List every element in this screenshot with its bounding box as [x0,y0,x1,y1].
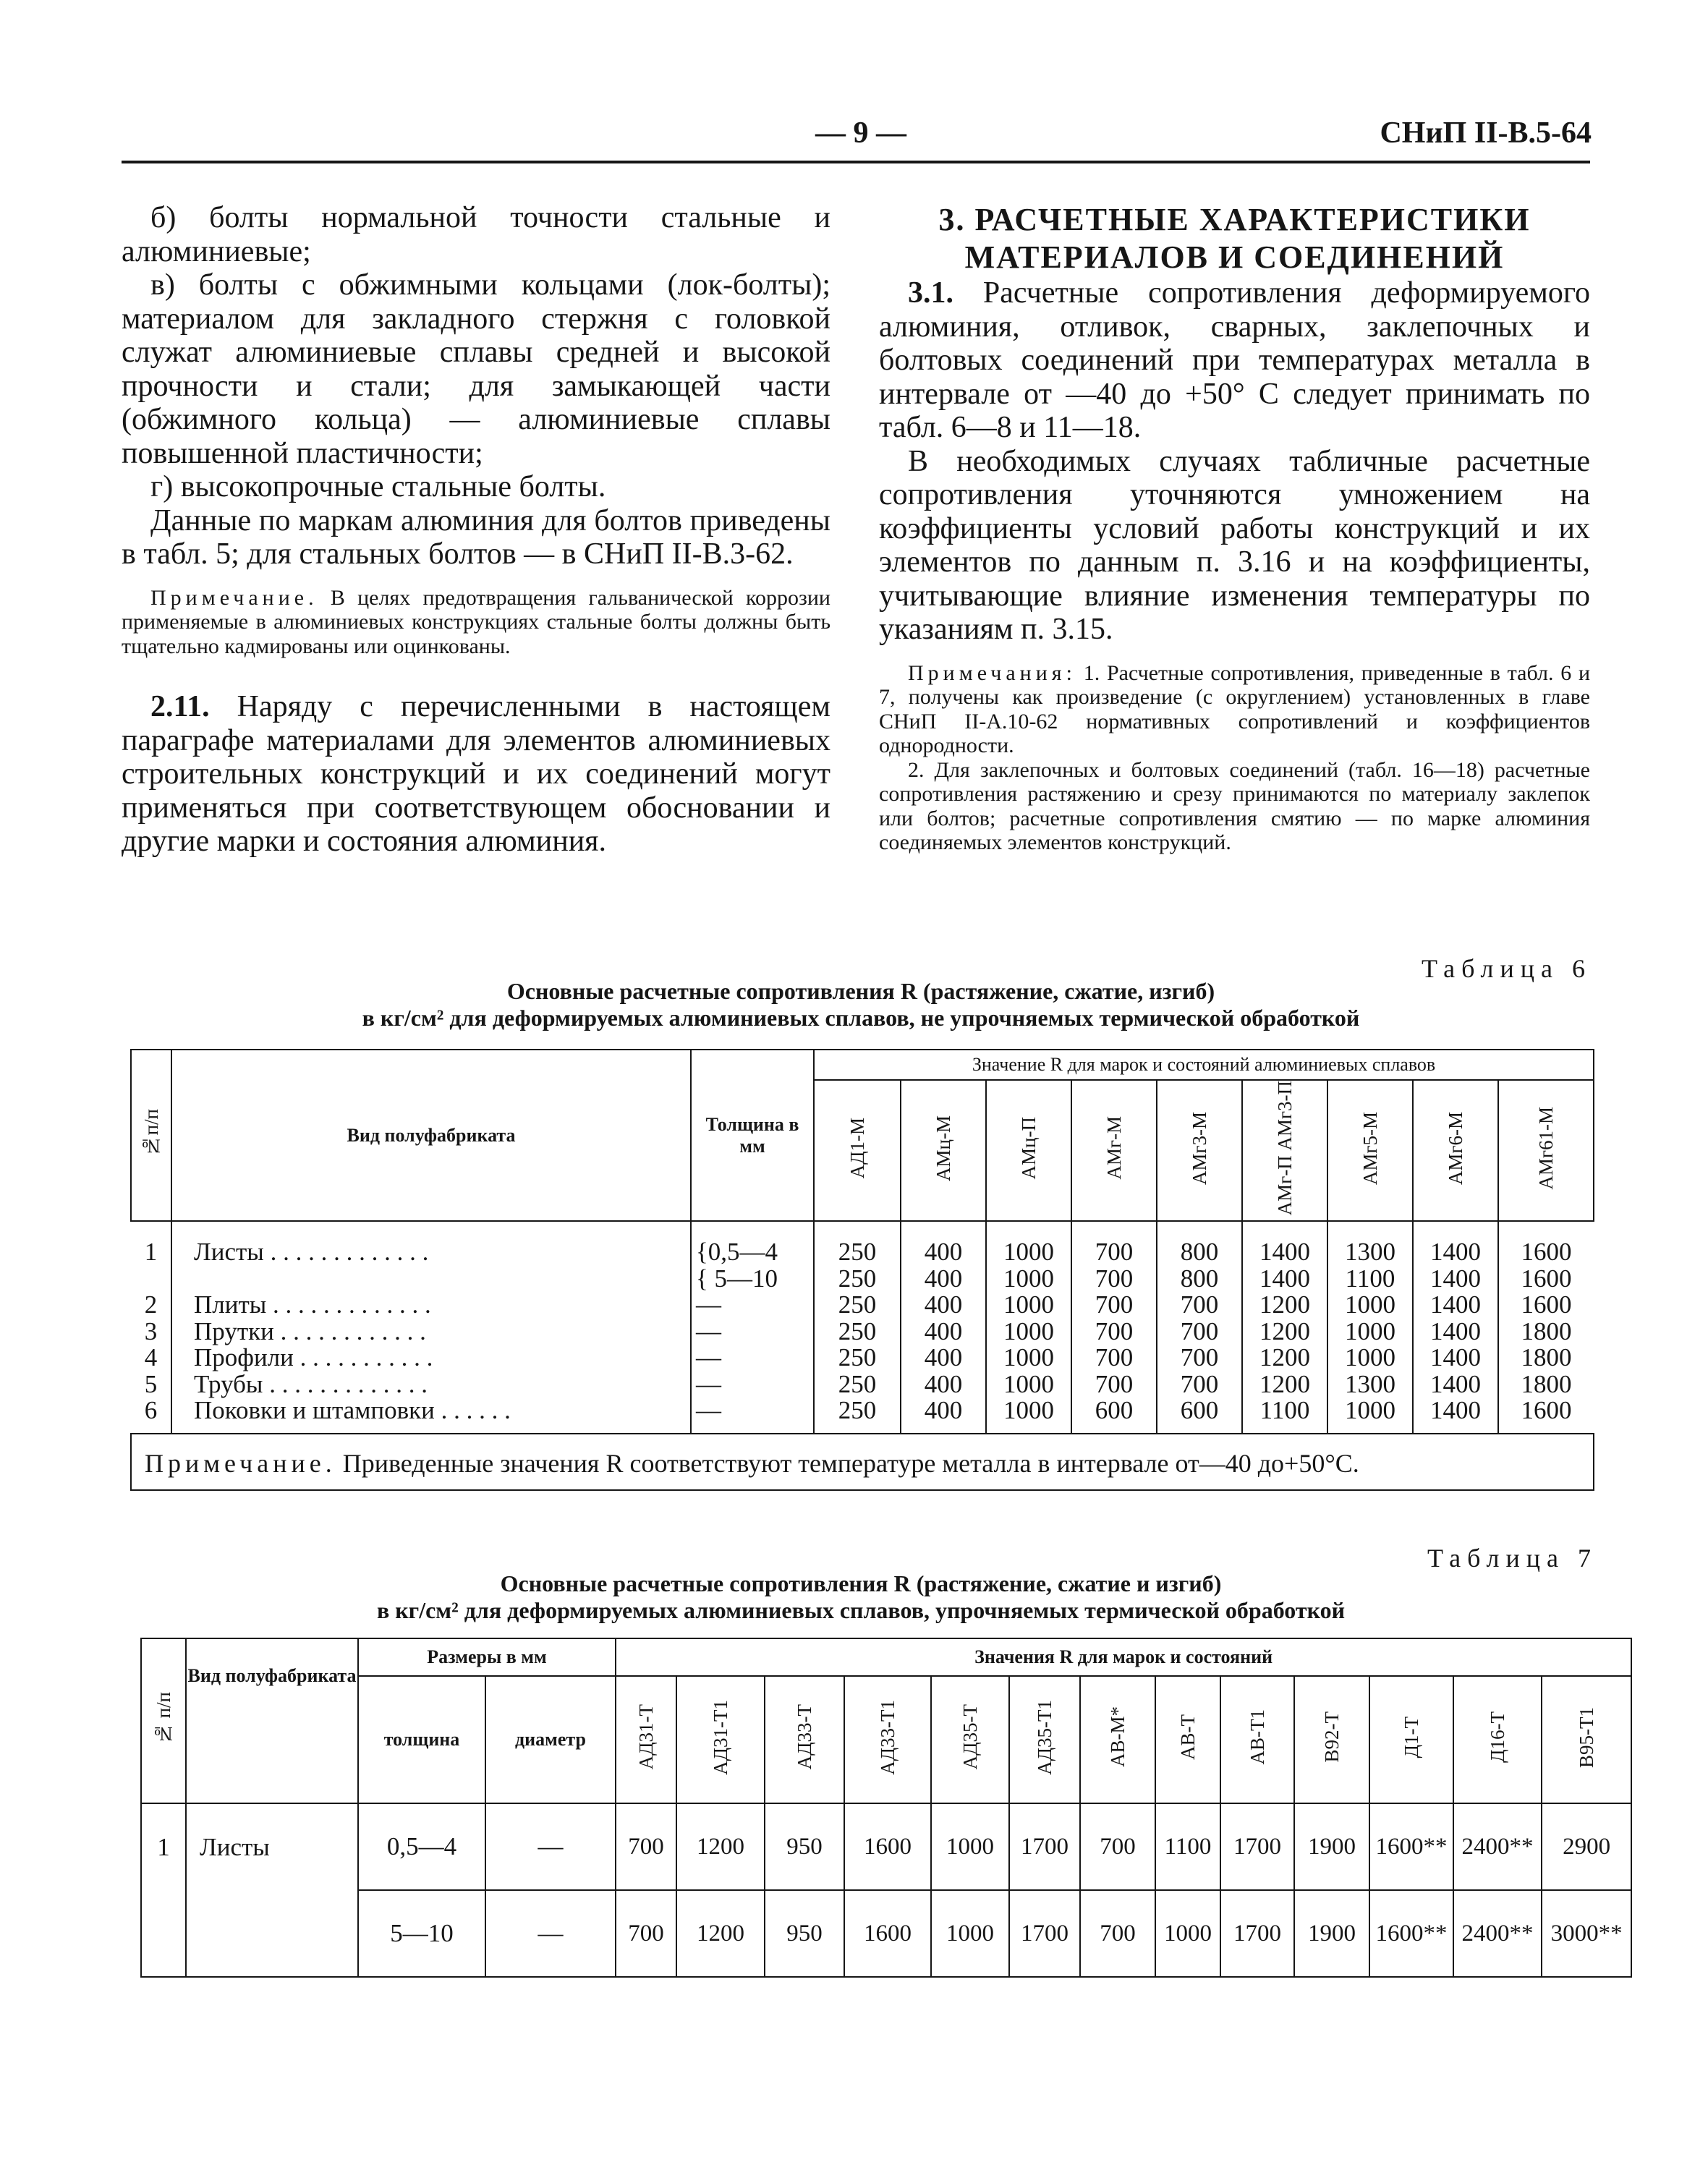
table7-grade-header: В92-Т [1294,1676,1369,1803]
row-value: 1000 [986,1266,1071,1293]
row-value: 1600 [844,1803,931,1890]
table7-grade-header: АД31-Т1 [676,1676,765,1803]
table6-header-group: Значение R для марок и состояний алюминиевых сплавов [814,1050,1594,1080]
table7-grade-header: Д16-Т [1453,1676,1542,1803]
row-value: 1000 [986,1398,1071,1434]
row-value: 950 [765,1803,844,1890]
row-value: 2400** [1453,1890,1542,1977]
table6-grade-header: АМг5-М [1327,1080,1413,1221]
table7-header-kind: Вид полуфабриката [186,1638,358,1803]
paragraph-3-1-text: Расчетные сопротивления деформируемого алюминия, отливок, сварных, заклепочных и болтовых соединений при температурах металла в интервале от —40 до +50° С следует принимать по табл. 6—8 и 11—18. [879,276,1590,444]
table7-header-diameter: диаметр [485,1676,616,1803]
row-product: Трубы . . . . . . . . . . . . . [194,1369,428,1398]
row-value: 1400 [1413,1292,1498,1319]
row-value: 600 [1071,1398,1157,1434]
row-value: 700 [1157,1292,1242,1319]
table6-header-kind: Вид полуфабриката [171,1050,691,1221]
row-value: 950 [765,1890,844,1977]
paragraph-2-11-text: Наряду с перечисленными в настоящем параграфе материалами для элементов алюминиевых строительных конструкций и их соединений могут применяться при соответствующем обосновании и другие марки и состояния алюминия. [122,690,830,858]
table7-label: Таблица 7 [1427,1544,1597,1573]
paragraph-3-1 [879,276,1590,445]
row-value: 400 [901,1266,986,1293]
right-note-1 [879,661,1590,758]
header-rule [122,161,1590,163]
row-thickness: — [691,1398,814,1434]
table6-header-thickness: Толщина в мм [691,1050,814,1221]
row-thickness: — [691,1319,814,1345]
table7-caption-1: Основные расчетные сопротивления R (растяжение, сжатие и изгиб) [500,1570,1222,1596]
row-value: 250 [814,1292,901,1319]
left-note-text: В целях предотвращения гальванической коррозии применяемые в алюминиевых конструкциях стальные болты должны быть тщательно кадмированы или оцинкованы. [122,585,830,658]
row-value: 1800 [1498,1319,1594,1345]
paragraph-g: г) высокопрочные стальные болты. [150,470,606,503]
row-value: 1800 [1498,1345,1594,1371]
row-value: 1400 [1413,1371,1498,1398]
row-value: 1000 [1155,1890,1220,1977]
table6-note-text: Приведенные значения R соответствуют температуре металла в интервале от—40 до+50°С. [342,1448,1359,1478]
row-value: 700 [1071,1221,1157,1266]
row-value: 800 [1157,1266,1242,1293]
row-value: 1200 [676,1890,765,1977]
row-value: 1000 [1327,1292,1413,1319]
row-value: 1400 [1413,1319,1498,1345]
row-thickness: — [691,1292,814,1319]
row-value: 250 [814,1221,901,1266]
row-value: 1200 [1242,1292,1327,1319]
table6-grade-header: АМг61-М [1498,1080,1594,1221]
row-value: 1100 [1155,1803,1220,1890]
row-value: 1600 [1498,1398,1594,1434]
left-note-label: Примечание. [150,585,318,610]
table6-grade-header: АМг-П АМг3-П [1242,1080,1327,1221]
row-value: 2900 [1542,1803,1631,1890]
table6-grade-header: АМц-М [901,1080,986,1221]
table-row [141,1803,1631,1890]
paragraph-3-1-number: 3.1. [908,276,953,310]
table-row [131,1345,1594,1371]
row-value: 1700 [1220,1803,1294,1890]
table7-header-thickness: толщина [358,1676,485,1803]
row-value: 400 [901,1398,986,1434]
row-value: 1600 [1498,1221,1594,1266]
row-number: 1 [131,1221,171,1266]
row-value: 250 [814,1345,901,1371]
row-value: 1700 [1220,1890,1294,1977]
table6-grade-header: АМг3-М [1157,1080,1242,1221]
row-value: 1000 [986,1292,1071,1319]
row-value: 1100 [1327,1266,1413,1293]
row-value: 700 [1080,1890,1155,1977]
row-value: 1600** [1369,1890,1453,1977]
row-value: 250 [814,1266,901,1293]
table7-header-number: № п/п [141,1638,186,1803]
table7-grade-header: АВ-Т1 [1220,1676,1294,1803]
row-value: 700 [1071,1371,1157,1398]
row-value: 1300 [1327,1371,1413,1398]
paragraph-b: б) болты нормальной точности стальные и алюминиевые; [122,201,830,268]
table6-header-number: №п/п [131,1050,171,1221]
right-note-1-text: 1. Расчетные сопротивления, приведенные в табл. 6 и 7, получены как произведение (с округлением) установленных в главе СНиП II-А.10-62 нормативных сопротивлений и коэффициентов однородности. [879,660,1591,757]
row-value: 700 [1071,1292,1157,1319]
row-thickness: — [691,1371,814,1398]
row-value: 1200 [676,1803,765,1890]
table7-grade-header: АД35-Т1 [1009,1676,1080,1803]
row-thickness: {0,5—4 [691,1221,814,1266]
row-value: 1000 [986,1345,1071,1371]
row-value: 1000 [931,1803,1009,1890]
row-product: Плиты . . . . . . . . . . . . . [194,1290,431,1319]
table7-grade-header: Д1-Т [1369,1676,1453,1803]
section-heading: 3. РАСЧЕТНЫЕ ХАРАКТЕРИСТИКИ МАТЕРИАЛОВ И СОЕДИНЕНИЙ [938,202,1531,275]
table6-grade-header: АМг-М [1071,1080,1157,1221]
page-number: — 9 — [815,116,906,150]
row-value: 1000 [986,1319,1071,1345]
row-value: 1300 [1327,1221,1413,1266]
row-value: 800 [1157,1221,1242,1266]
right-notes-label: Примечания: [908,660,1076,685]
row-value: 700 [1071,1345,1157,1371]
paragraph-v: в) болты с обжимными кольцами (лок-болты); материалом для закладного стержня с головкой служат алюминиевые сплавы средней и высокой прочности и стали; для замыкающей части (обжимного кольца) — алюминиевые сплавы повышенной пластичности; [122,268,830,470]
table7-grade-header: АД33-Т1 [844,1676,931,1803]
table7-grade-header: АД33-Т [765,1676,844,1803]
row-value: 1600 [1498,1266,1594,1293]
table6-grade-header: АД1-М [814,1080,901,1221]
row-product: Листы . . . . . . . . . . . . . [194,1238,429,1267]
row-value: 400 [901,1345,986,1371]
row-thickness: { 5—10 [691,1266,814,1293]
table-row [131,1398,1594,1434]
row-value: 400 [901,1292,986,1319]
table-row [131,1292,1594,1319]
table6-grade-header: АМц-П [986,1080,1071,1221]
row-value: 1000 [986,1371,1071,1398]
row-thickness: — [691,1345,814,1371]
paragraph-2-11-number: 2.11. [150,690,210,723]
row-value: 1400 [1413,1398,1498,1434]
table7 [140,1638,1632,1978]
row-diameter: — [485,1803,616,1890]
paragraph-data: Данные по маркам алюминия для болтов приведены в табл. 5; для стальных болтов — в СНиП II-В.3-62. [122,503,830,571]
row-value: 700 [1157,1345,1242,1371]
table-row [131,1266,1594,1293]
row-value: 1400 [1242,1221,1327,1266]
row-value: 1600 [1498,1292,1594,1319]
table-row [131,1221,1594,1266]
table7-grade-header: АВ-М* [1080,1676,1155,1803]
table7-header-sizes: Размеры в мм [358,1638,616,1676]
row-value: 1900 [1294,1890,1369,1977]
row-value: 1400 [1242,1266,1327,1293]
row-value: 1400 [1413,1266,1498,1293]
table6-caption-2: в кг/см² для деформируемых алюминиевых сплавов, не упрочняемых термической обработкой [362,1005,1360,1031]
row-value: 250 [814,1371,901,1398]
right-column [879,201,1590,855]
row-value: 250 [814,1398,901,1434]
table7-grade-header: АД31-Т [616,1676,676,1803]
row-value: 400 [901,1221,986,1266]
row-value: 1000 [986,1221,1071,1266]
table6-note [131,1434,1594,1490]
row-thickness: 0,5—4 [358,1803,485,1890]
table6-label: Таблица 6 [1422,954,1592,983]
row-value: 1600** [1369,1803,1453,1890]
document-id: СНиП II-В.5-64 [1380,116,1592,150]
row-diameter: — [485,1890,616,1977]
table7-grade-header: АВ-Т [1155,1676,1220,1803]
row-value: 1400 [1413,1221,1498,1266]
table7-grade-header: АД35-Т [931,1676,1009,1803]
row-thickness: 5—10 [358,1890,485,1977]
row-value: 1400 [1413,1345,1498,1371]
row-value: 700 [616,1803,676,1890]
row-product: Поковки и штамповки . . . . . . [171,1398,691,1434]
row-value: 1800 [1498,1371,1594,1398]
row-product: Профили . . . . . . . . . . . [194,1343,433,1372]
row-number: 5 [131,1371,171,1398]
row-number: 3 [131,1319,171,1345]
row-number: 2 [131,1292,171,1319]
row-value: 1700 [1009,1890,1080,1977]
table6-note-label: Примечание. [145,1448,336,1478]
row-value: 400 [901,1371,986,1398]
row-number: 4 [131,1345,171,1371]
row-value: 1200 [1242,1319,1327,1345]
row-value: 1100 [1242,1398,1327,1434]
row-value: 1600 [844,1890,931,1977]
row-value: 250 [814,1319,901,1345]
row-value: 700 [616,1890,676,1977]
left-note [122,586,830,659]
row-value: 700 [1157,1371,1242,1398]
row-number: 6 [131,1398,171,1434]
row-value: 1200 [1242,1345,1327,1371]
row-value: 1000 [1327,1398,1413,1434]
table6-caption-1: Основные расчетные сопротивления R (растяжение, сжатие, изгиб) [506,978,1215,1004]
row-value: 1200 [1242,1371,1327,1398]
paragraph-need: В необходимых случаях табличные расчетные сопротивления уточняются умножением на коэффициенты условий работы конструкций и их элементов по данным п. 3.16 и на коэффициенты, учитывающие влияние изменения температуры по указаниям п. 3.15. [879,444,1590,646]
row-value: 1700 [1009,1803,1080,1890]
table-row [141,1890,1631,1977]
row-value: 700 [1071,1319,1157,1345]
table-row [131,1319,1594,1345]
row-product: Листы [186,1803,358,1977]
row-value: 1000 [931,1890,1009,1977]
paragraph-2-11 [122,690,830,859]
row-value: 700 [1071,1266,1157,1293]
row-product [171,1266,691,1293]
row-product: Прутки . . . . . . . . . . . . [194,1316,426,1345]
table6-grade-header: АМг6-М [1413,1080,1498,1221]
row-value: 1900 [1294,1803,1369,1890]
left-column [122,201,830,859]
table6 [130,1049,1594,1491]
table-row [131,1371,1594,1398]
row-value: 400 [901,1319,986,1345]
row-value: 600 [1157,1398,1242,1434]
row-value: 1000 [1327,1345,1413,1371]
row-number: 1 [141,1803,186,1977]
table7-caption-2: в кг/см² для деформируемых алюминиевых сплавов, упрочняемых термической обработкой [376,1597,1346,1623]
row-number [131,1266,171,1293]
table7-header-group: Значения R для марок и состояний [616,1638,1631,1676]
right-note-2: 2. Для заклепочных и болтовых соединений (табл. 16—18) расчетные сопротивления растяжению и срезу принимаются по материалу заклепок или болтов; расчетные сопротивления смятию — по марке алюминия соединяемых элементов конструкций. [879,757,1590,854]
row-value: 700 [1157,1319,1242,1345]
table7-grade-header: В95-Т1 [1542,1676,1631,1803]
row-value: 3000** [1542,1890,1631,1977]
row-value: 2400** [1453,1803,1542,1890]
row-value: 1000 [1327,1319,1413,1345]
row-value: 700 [1080,1803,1155,1890]
